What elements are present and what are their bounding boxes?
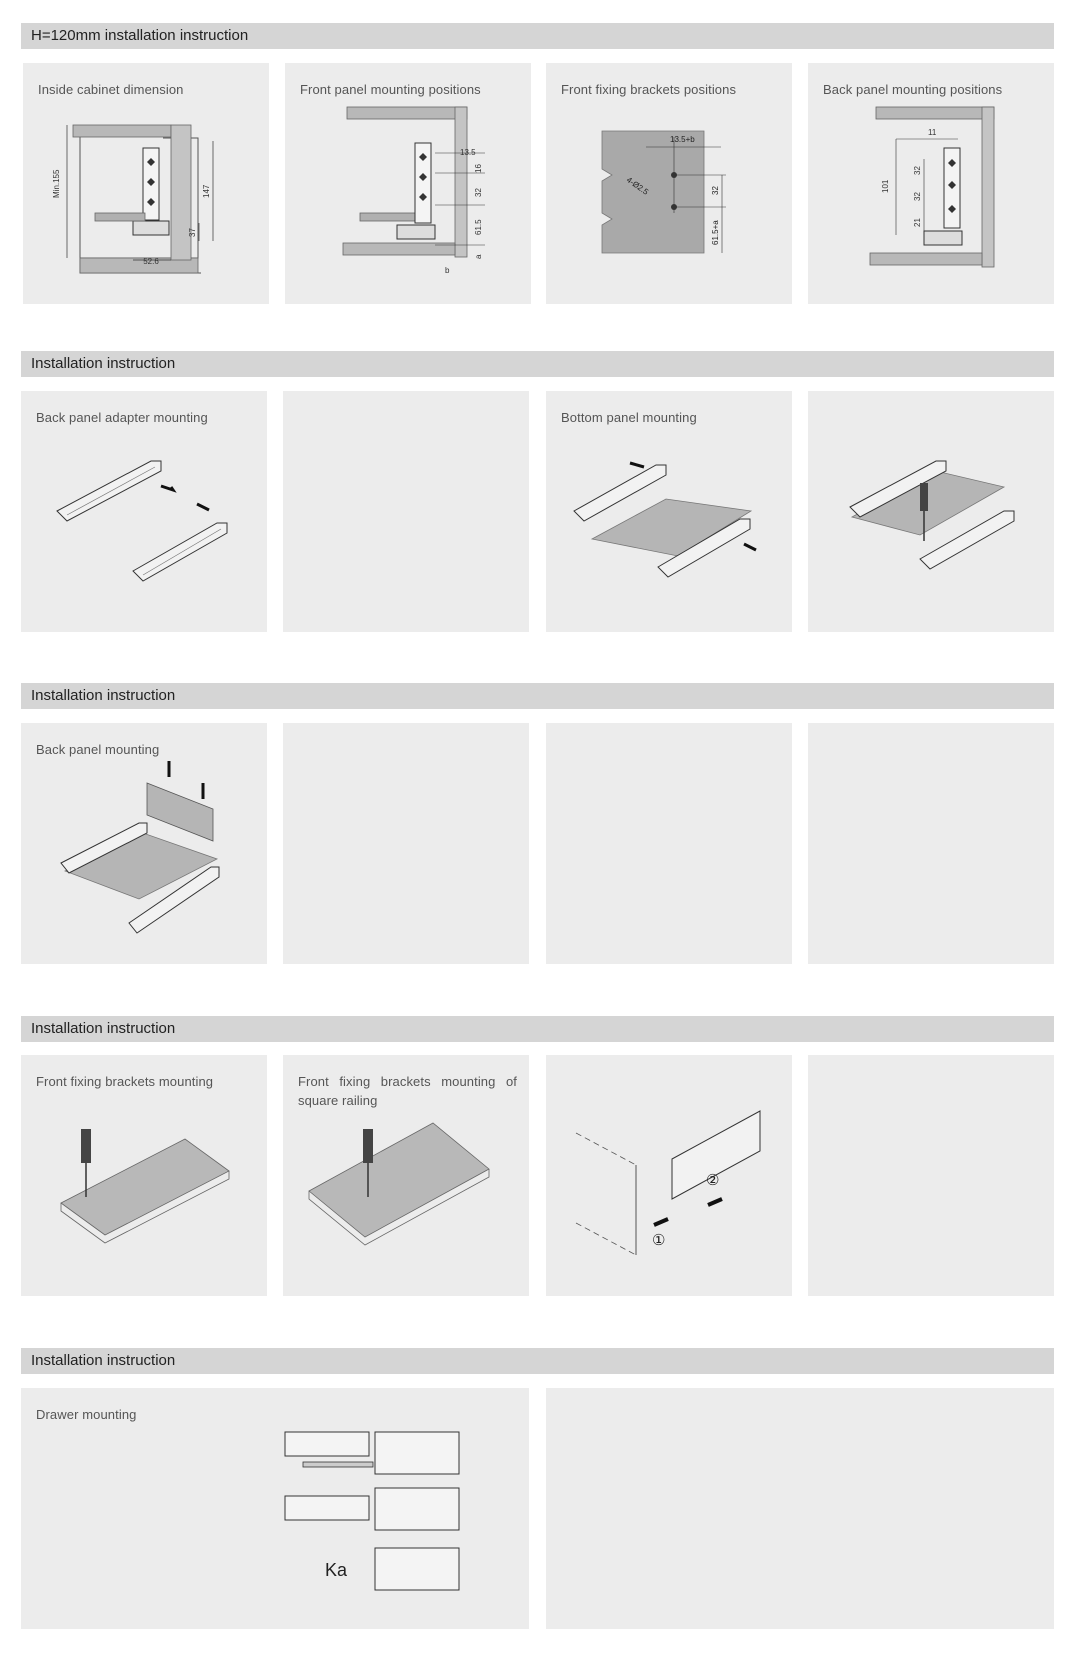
step-2-label: ② xyxy=(706,1172,720,1189)
card-empty xyxy=(283,723,529,964)
screw-bottom-panel-illustration xyxy=(808,391,1054,632)
section-header: H=120mm installation instruction xyxy=(21,23,1054,49)
section-header: Installation instruction xyxy=(21,1016,1054,1042)
card-back-panel-mounting xyxy=(21,723,267,964)
section-header: Installation instruction xyxy=(21,1348,1054,1374)
back-panel-positions-diagram xyxy=(808,63,1054,304)
card-front-panel-mounting-positions xyxy=(285,63,531,304)
dim-37: 37 xyxy=(188,228,197,237)
dim-21: 21 xyxy=(913,218,922,227)
card-title: Back panel mounting xyxy=(36,742,160,757)
card-empty xyxy=(546,723,792,964)
card-inside-cabinet-dimension xyxy=(23,63,269,304)
front-brackets-square-illustration xyxy=(283,1055,529,1296)
card-drawer-mounting xyxy=(21,1388,529,1629)
front-brackets-positions-diagram xyxy=(546,63,792,304)
dim-16: 16 xyxy=(474,164,483,173)
card-empty xyxy=(283,391,529,632)
card-title: Inside cabinet dimension xyxy=(38,82,184,97)
card-front-panel-attach xyxy=(546,1055,792,1296)
card-back-panel-mounting-positions xyxy=(808,63,1054,304)
card-front-fixing-brackets-square-railing xyxy=(283,1055,529,1296)
section-header: Installation instruction xyxy=(21,351,1054,377)
drawer-mounting-illustration xyxy=(21,1388,529,1629)
card-front-fixing-brackets-positions xyxy=(546,63,792,304)
card-empty xyxy=(546,1388,1054,1629)
front-brackets-mounting-illustration xyxy=(21,1055,267,1296)
dim-32: 32 xyxy=(711,186,720,195)
section-header: Installation instruction xyxy=(21,683,1054,709)
dim-147: 147 xyxy=(202,184,211,198)
dim-32-top: 32 xyxy=(913,166,922,175)
card-title: Front fixing brackets positions xyxy=(561,82,737,97)
card-title: Back panel mounting positions xyxy=(823,82,1003,97)
card-front-fixing-brackets-mounting xyxy=(21,1055,267,1296)
dim-a: a xyxy=(474,254,483,259)
card-title: Front fixing brackets mounting of square railing xyxy=(298,1074,517,1108)
dim-13-5: 13.5 xyxy=(460,148,476,157)
step-1-label: ① xyxy=(652,1232,666,1249)
dim-61-5: 61.5 xyxy=(474,219,483,235)
back-adapter-illustration xyxy=(21,391,267,632)
dim-min155: Min.155 xyxy=(52,169,61,198)
card-title: Front panel mounting positions xyxy=(300,82,481,97)
card-bottom-panel-mounting xyxy=(546,391,792,632)
dim-32: 32 xyxy=(474,188,483,197)
dim-101: 101 xyxy=(881,179,890,193)
card-title: Drawer mounting xyxy=(36,1407,137,1422)
inside-cabinet-diagram xyxy=(23,63,269,304)
front-panel-positions-diagram xyxy=(285,63,531,304)
card-title: Front fixing brackets mounting xyxy=(36,1074,214,1089)
dim-32-mid: 32 xyxy=(913,192,922,201)
card-back-panel-adapter-mounting xyxy=(21,391,267,632)
dim-52-6: 52.6 xyxy=(143,257,159,266)
card-screwing-bottom-panel xyxy=(808,391,1054,632)
card-empty xyxy=(808,723,1054,964)
bottom-panel-illustration xyxy=(546,391,792,632)
dim-4-phi-2-5: 4-Ø2.5 xyxy=(624,175,651,197)
dim-61-5-a: 61.5+a xyxy=(711,220,720,245)
dim-11: 11 xyxy=(928,128,937,137)
front-attach-illustration xyxy=(546,1055,792,1296)
ka-label: Ka xyxy=(325,1560,348,1580)
back-panel-mounting-illustration xyxy=(21,723,267,964)
dim-13-5-b: 13.5+b xyxy=(670,135,695,144)
card-empty xyxy=(808,1055,1054,1296)
dim-b: b xyxy=(445,266,450,275)
card-title: Bottom panel mounting xyxy=(561,410,697,425)
card-title: Back panel adapter mounting xyxy=(36,410,208,425)
